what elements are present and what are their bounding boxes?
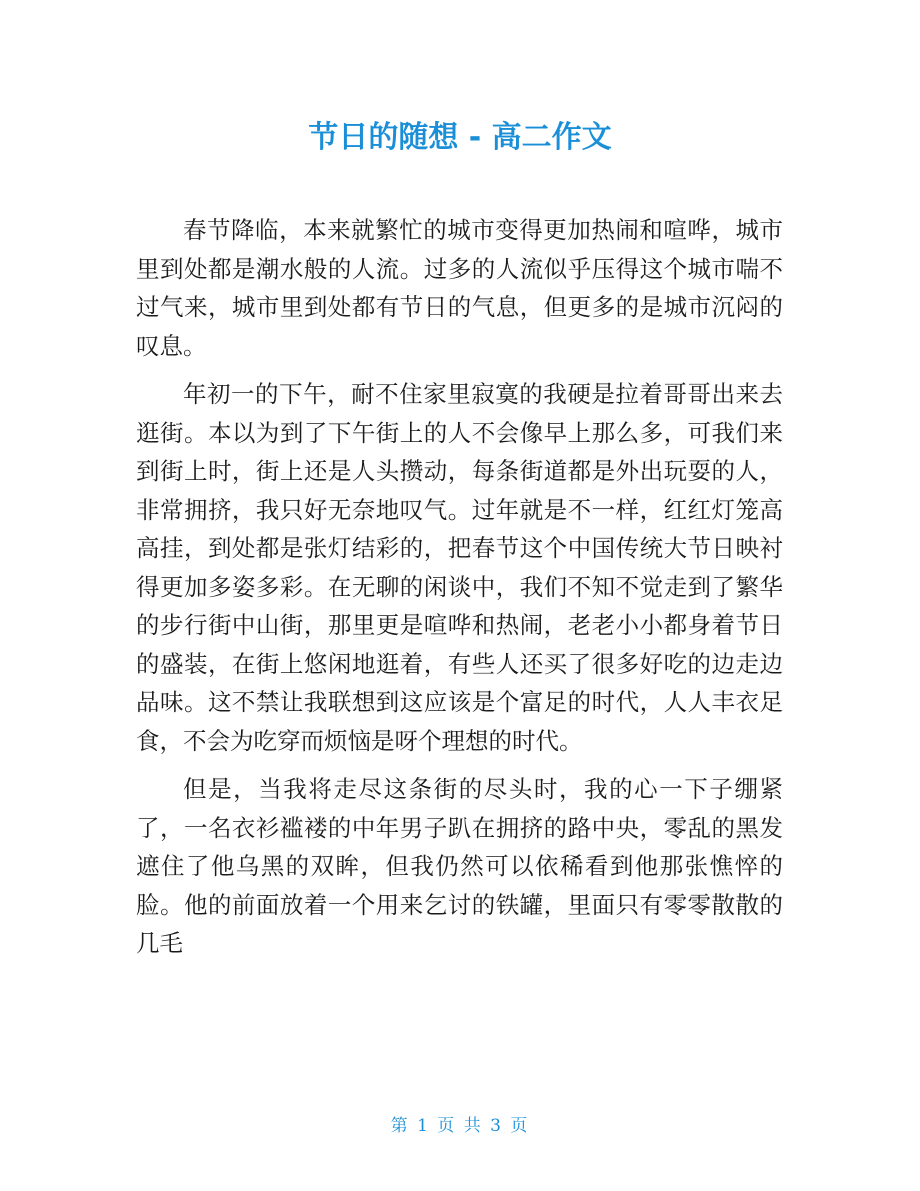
document-body — [136, 211, 783, 963]
paragraph-2: 年初一的下午，耐不住家里寂寞的我硬是拉着哥哥出来去逛街。本以为到了下午街上的人不会像早上那么多，可我们来到街上时，街上还是人头攒动，每条街道都是外出玩耍的人，非常拥挤，我只好无奈地叹气。过年就是不一样，红红灯笼高高挂，到处都是张灯结彩的，把春节这个中国传统大节日映衬得更加多姿多彩。在无聊的闲谈中，我们不知不觉走到了繁华的步行街中山街，那里更是喧哗和热闹，老老小小都身着节日的盛装，在街上悠闲地逛着，有些人还买了很多好吃的边走边品味。这不禁让我联想到这应该是个富足的时代，人人丰衣足食，不会为吃穿而烦恼是呀个理想的时代。 — [136, 380, 783, 755]
paragraph-1: 春节降临，本来就繁忙的城市变得更加热闹和喧哗，城市里到处都是潮水般的人流。过多的人流似乎压得这个城市喘不过气来，城市里到处都有节日的气息，但更多的是城市沉闷的叹息。 — [136, 216, 783, 360]
document-title: 节日的随想 - 高二作文 — [308, 120, 612, 155]
page-number-footer: 第 1 页 共 3 页 — [390, 1116, 530, 1136]
paragraph-3: 但是，当我将走尽这条街的尽头时，我的心一下子绷紧了，一名衣衫褴褛的中年男子趴在拥挤的路中央，零乱的黑发遮住了他乌黑的双眸，但我仍然可以依稀看到他那张憔悴的脸。他的前面放着一个用来乞讨的铁罐，里面只有零零散散的几毛 — [136, 775, 783, 957]
